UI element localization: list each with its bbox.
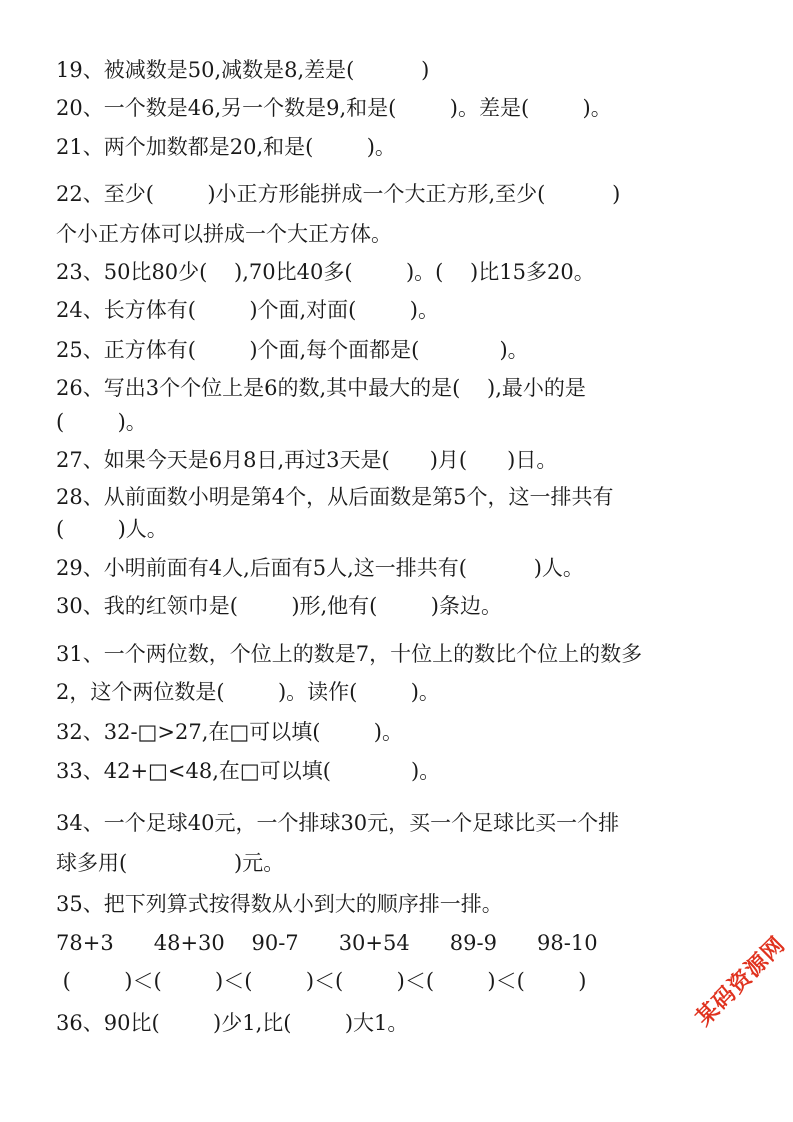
question-22: 22、至少( )小正方形能拼成一个大正方形,至少( ) [56,182,621,206]
question-36: 36、90比( )少1,比( )大1。 [56,1011,409,1035]
question-33: 33、42+□<48,在□可以填( )。 [56,759,441,783]
question-21: 21、两个加数都是20,和是( )。 [56,135,396,159]
question-32: 32、32-□>27,在□可以填( )。 [56,720,404,744]
question-22-cont: 个小正方体可以拼成一个大正方体。 [56,222,392,246]
question-27: 27、如果今天是6月8日,再过3天是( )月( )日。 [56,448,558,472]
question-35-expressions: 78+3 48+30 90-7 30+54 89-9 98-10 [56,931,598,955]
question-28: 28、从前面数小明是第4个，从后面数是第5个，这一排共有 [56,485,614,509]
question-31-cont: 2，这个两位数是( )。读作( )。 [56,680,440,704]
question-35-answer-blanks: ( )＜( )＜( )＜( )＜( )＜( ) [56,969,587,993]
question-20: 20、一个数是46,另一个数是9,和是( )。差是( )。 [56,96,612,120]
question-24: 24、长方体有( )个面,对面( )。 [56,298,439,322]
question-34: 34、一个足球40元，一个排球30元，买一个足球比买一个排 [56,811,620,835]
question-30: 30、我的红领巾是( )形,他有( )条边。 [56,594,502,618]
question-28-cont: ( )人。 [56,517,168,541]
watermark-stamp: 某码资源网 [691,932,791,1032]
question-29: 29、小明前面有4人,后面有5人,这一排共有( )人。 [56,556,584,580]
question-25: 25、正方体有( )个面,每个面都是( )。 [56,338,529,362]
question-31: 31、一个两位数，个位上的数是7，十位上的数比个位上的数多 [56,642,643,666]
question-19: 19、被减数是50,减数是8,差是( ) [56,58,430,82]
question-23: 23、50比80少( ),70比40多( )。( )比15多20。 [56,260,595,284]
question-35: 35、把下列算式按得数从小到大的顺序排一排。 [56,892,503,916]
question-34-cont: 球多用( )元。 [56,851,285,875]
question-26-cont: ( )。 [56,410,147,434]
question-26: 26、写出3个个位上是6的数,其中最大的是( ),最小的是 [56,376,586,400]
